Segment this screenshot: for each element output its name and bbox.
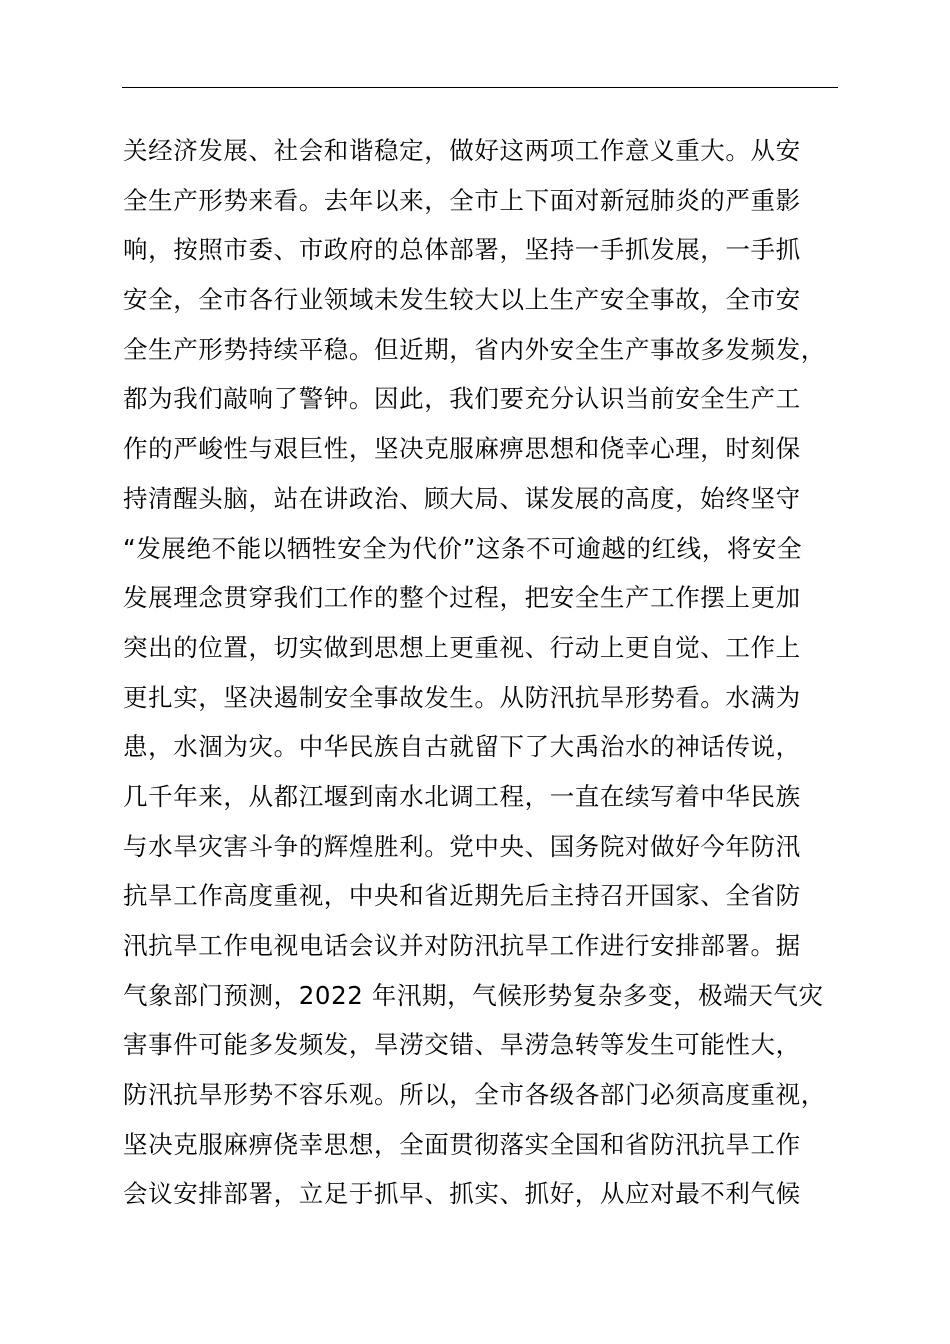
- text-line: 会议安排部署，立足于抓早、抓实、抓好，从应对最不利气候: [123, 1179, 801, 1209]
- text-line: 安全，全市各行业领域未发生较大以上生产安全事故，全市安: [123, 285, 801, 315]
- text-line: 持清醒头脑，站在讲政治、顾大局、谋发展的高度，始终坚守: [123, 483, 801, 513]
- text-line: 气象部门预测，2022 年汛期，气候形势复杂多变，极端天气灾: [123, 980, 824, 1010]
- text-line: 汛抗旱工作电视电话会议并对防汛抗旱工作进行安排部署。据: [123, 931, 801, 960]
- text-line: 全生产形势持续平稳。但近期，省内外安全生产事故多发频发，: [123, 334, 826, 364]
- header-rule: [122, 87, 838, 88]
- text-line: 关经济发展、社会和谐稳定，做好这两项工作意义重大。从安: [123, 136, 801, 165]
- text-line: 害事件可能多发频发，旱涝交错、旱涝急转等发生可能性大，: [123, 1030, 801, 1060]
- text-line: 都为我们敲响了警钟。因此，我们要充分认识当前安全生产工: [123, 384, 801, 414]
- text-line: 发展理念贯穿我们工作的整个过程，把安全生产工作摆上更加: [123, 583, 801, 613]
- text-line: 防汛抗旱形势不容乐观。所以，全市各级各部门必须高度重视，: [123, 1080, 826, 1110]
- body-text: [123, 126, 863, 1219]
- text-line: 响，按照市委、市政府的总体部署，坚持一手抓发展，一手抓: [123, 235, 801, 265]
- text-line: 突出的位置，切实做到思想上更重视、行动上更自觉、工作上: [123, 632, 801, 662]
- text-line: 与水旱灾害斗争的辉煌胜利。党中央、国务院对做好今年防汛: [123, 831, 801, 861]
- text-line: 全生产形势来看。去年以来，全市上下面对新冠肺炎的严重影: [123, 185, 801, 215]
- text-line: 坚决克服麻痹侥幸思想，全面贯彻落实全国和省防汛抗旱工作: [123, 1129, 801, 1159]
- text-line: 抗旱工作高度重视，中央和省近期先后主持召开国家、全省防: [123, 881, 801, 911]
- text-line: 几千年来，从都江堰到南水北调工程，一直在续写着中华民族: [123, 781, 801, 811]
- text-line: 作的严峻性与艰巨性，坚决克服麻痹思想和侥幸心理，时刻保: [123, 434, 801, 464]
- text-line: “发展绝不能以牺牲安全为代价”这条不可逾越的红线，将安全: [123, 533, 803, 563]
- text-line: 更扎实，坚决遏制安全事故发生。从防汛抗旱形势看。水满为: [123, 682, 801, 712]
- text-line: 患，水涸为灾。中华民族自古就留下了大禹治水的神话传说，: [123, 732, 801, 762]
